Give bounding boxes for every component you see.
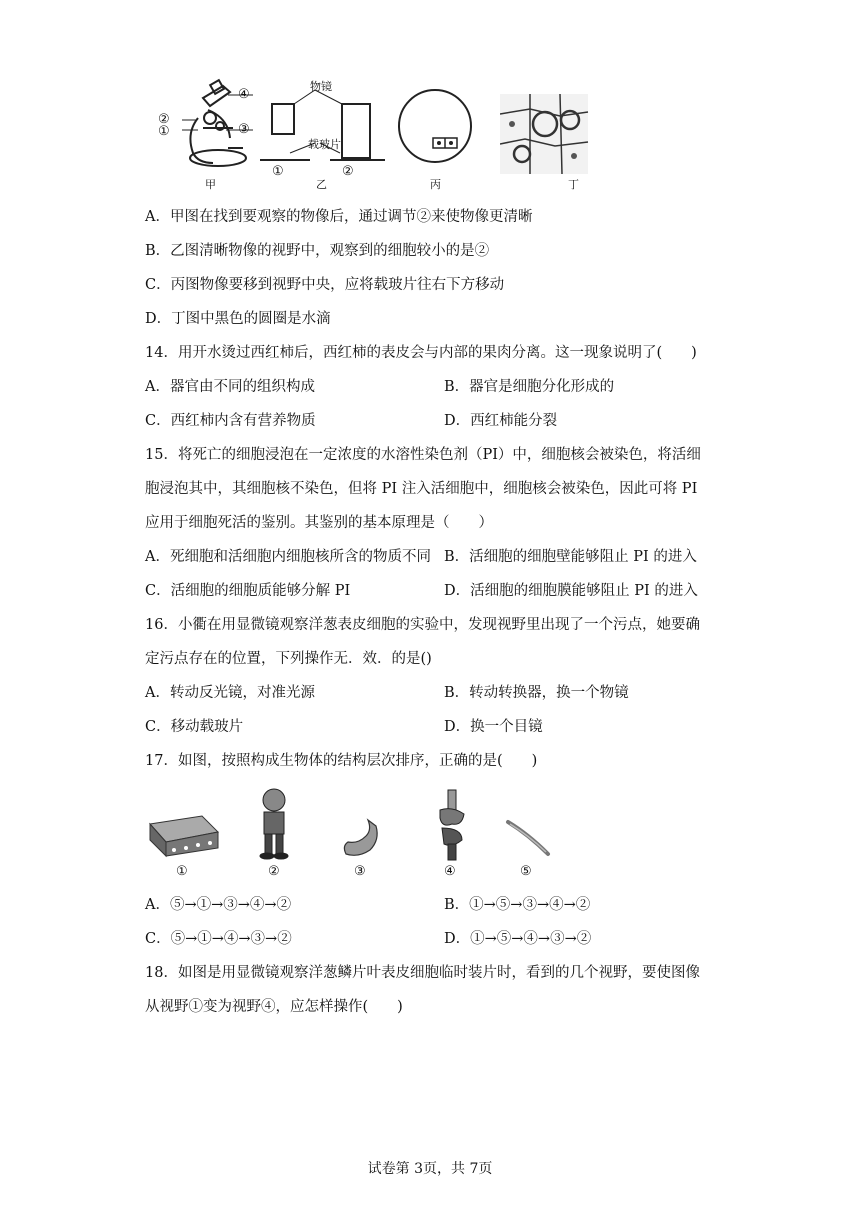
q18-stem-line1: 18．如图是用显微镜观察洋葱鳞片叶表皮细胞临时装片时，看到的几个视野，要使图像 bbox=[145, 965, 700, 981]
q17-label-5: ⑤ bbox=[520, 864, 532, 879]
q13-option-a: A．甲图在找到要观察的物像后，通过调节②来使物像更清晰 bbox=[145, 209, 533, 225]
label-num1: ① bbox=[158, 124, 170, 139]
q17-label-1: ① bbox=[176, 864, 188, 879]
cell-icon bbox=[504, 816, 552, 860]
digestive-system-icon bbox=[432, 788, 472, 862]
q13-option-c: C．丙图物像要移到视野中央，应将载玻片往右下方移动 bbox=[145, 277, 505, 293]
figure-q17 bbox=[140, 782, 560, 882]
label-yi: 乙 bbox=[316, 178, 327, 191]
page-footer: 试卷第 3页，共 7页 bbox=[367, 1161, 493, 1177]
label-jia: 甲 bbox=[205, 178, 216, 191]
q15-stem-line1: 15．将死亡的细胞浸泡在一定浓度的水溶性染色剂（PI）中，细胞核会被染色，将活细 bbox=[145, 447, 701, 463]
label-num2: ② bbox=[158, 112, 170, 127]
label-bing: 丙 bbox=[430, 178, 441, 191]
q16-stem-line2: 定污点存在的位置，下列操作无．效．的是() bbox=[145, 651, 432, 667]
figure-q13 bbox=[150, 78, 595, 194]
q17-option-d: D．①→⑤→④→③→② bbox=[444, 931, 592, 947]
q17-label-4: ④ bbox=[444, 864, 456, 879]
cells-bubble-figure bbox=[500, 94, 592, 184]
q13-option-d: D．丁图中黑色的圆圈是水滴 bbox=[145, 311, 331, 327]
q14-option-b: B．器官是细胞分化形成的 bbox=[444, 379, 615, 395]
label-objective: 物镜 bbox=[310, 80, 332, 93]
q16-option-a: A．转动反光镜，对准光源 bbox=[145, 685, 315, 701]
label-yi-num2: ② bbox=[342, 164, 354, 179]
tissue-grid-icon bbox=[144, 810, 222, 860]
q17-option-c: C．⑤→①→④→③→② bbox=[145, 931, 292, 947]
q17-option-b: B．①→⑤→③→④→② bbox=[444, 897, 591, 913]
q17-stem: 17．如图，按照构成生物体的结构层次排序，正确的是( ) bbox=[145, 753, 538, 769]
q15-option-a: A．死细胞和活细胞内细胞核所含的物质不同 bbox=[145, 549, 431, 565]
q14-option-d: D．西红柿能分裂 bbox=[444, 413, 558, 429]
q16-option-b: B．转动转换器，换一个物镜 bbox=[444, 685, 629, 701]
q18-stem-line2: 从视野①变为视野④，应怎样操作( ) bbox=[145, 999, 403, 1015]
q16-option-c: C．移动载玻片 bbox=[145, 719, 244, 735]
q15-option-b: B．活细胞的细胞壁能够阻止 PI 的进入 bbox=[444, 549, 697, 565]
label-num3: ③ bbox=[238, 122, 250, 137]
q14-option-c: C．西红柿内含有营养物质 bbox=[145, 413, 316, 429]
q17-option-a: A．⑤→①→③→④→② bbox=[145, 897, 292, 913]
q16-stem-line1: 16．小衢在用显微镜观察洋葱表皮细胞的实验中，发现视野里出现了一个污点，她要确 bbox=[145, 617, 700, 633]
label-slide: 载玻片 bbox=[308, 138, 341, 151]
q15-stem-line3: 应用于细胞死活的鉴别。其鉴别的基本原理是（ ） bbox=[145, 515, 493, 531]
q14-option-a: A．器官由不同的组织构成 bbox=[145, 379, 315, 395]
q17-label-2: ② bbox=[268, 864, 280, 879]
q15-stem-line2: 胞浸泡其中，其细胞核不染色，但将 PI 注入活细胞中，细胞核会被染色，因此可将 PI bbox=[145, 481, 698, 497]
q15-option-c: C．活细胞的细胞质能够分解 PI bbox=[145, 583, 351, 599]
label-yi-num1: ① bbox=[272, 164, 284, 179]
field-of-view-figure bbox=[395, 86, 479, 176]
q15-option-d: D．活细胞的细胞膜能够阻止 PI 的进入 bbox=[444, 583, 698, 599]
q13-option-b: B．乙图清晰物像的视野中，观察到的细胞较小的是② bbox=[145, 243, 490, 259]
label-num4: ④ bbox=[238, 87, 250, 102]
stomach-icon bbox=[338, 816, 382, 860]
label-ding: 丁 bbox=[568, 178, 579, 191]
q17-label-3: ③ bbox=[354, 864, 366, 879]
q14-stem: 14．用开水烫过西红柿后，西红柿的表皮会与内部的果肉分离。这一现象说明了( ) bbox=[145, 345, 697, 361]
q16-option-d: D．换一个目镜 bbox=[444, 719, 543, 735]
person-icon bbox=[252, 786, 296, 862]
